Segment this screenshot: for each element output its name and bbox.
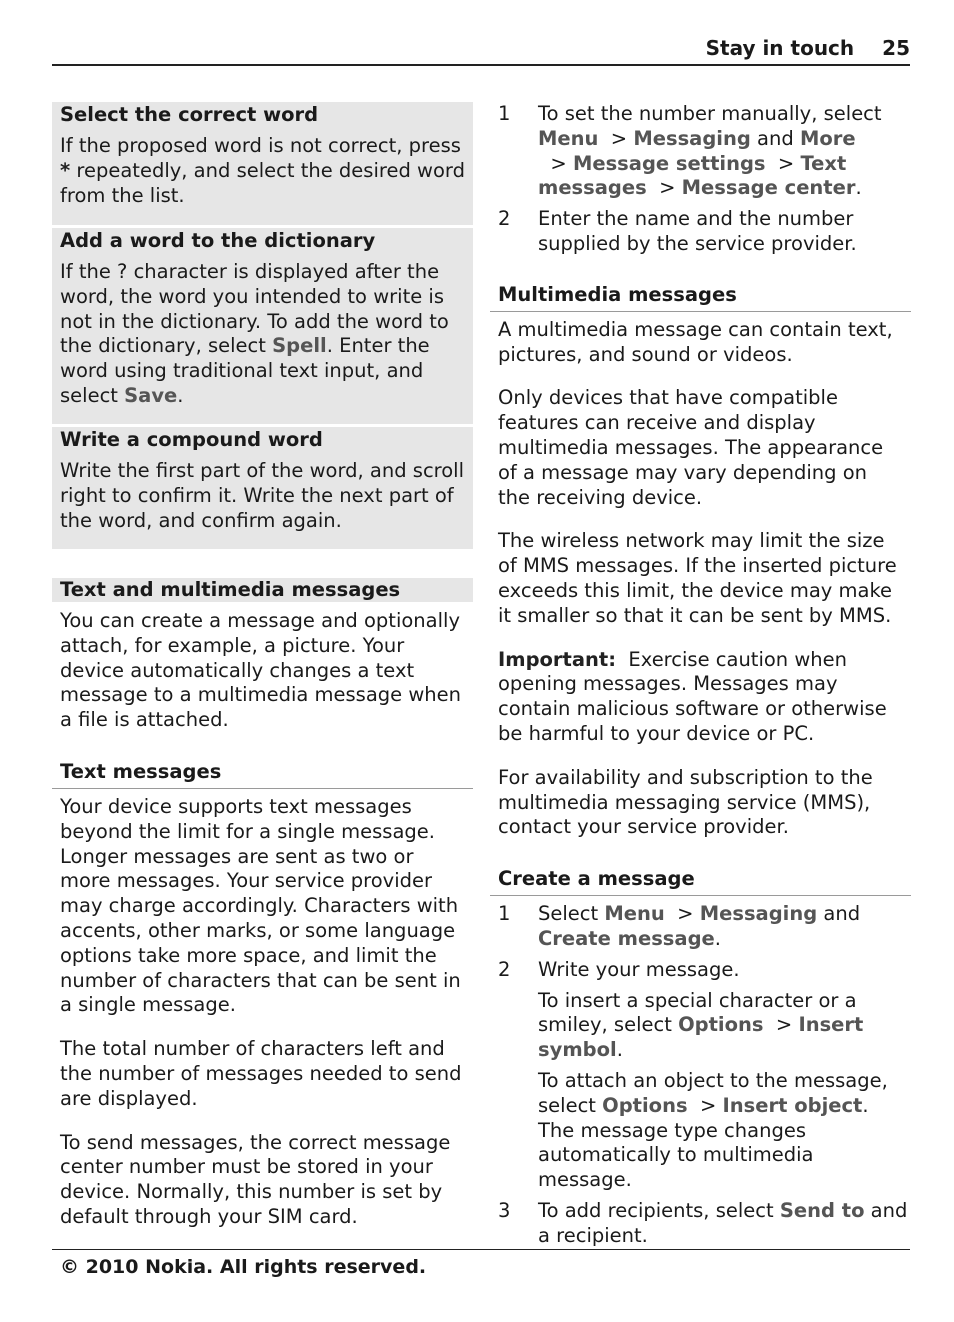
text-messages-option: Text messages — [538, 151, 847, 200]
send-to-option: Send to — [779, 1198, 865, 1222]
tip-compound-word — [52, 427, 473, 549]
insert-symbol-option: Insert symbol — [538, 1013, 864, 1062]
messaging-option: Messaging — [633, 126, 751, 150]
tip-title: Add a word to the dictionary — [60, 229, 376, 252]
list-item: 3 To add recipients, select Send to and a recipient. — [498, 1198, 908, 1247]
right-column — [490, 102, 911, 1248]
spell-option: Spell — [272, 334, 327, 358]
tip-text: If the ? character is displayed after the word, the word you intended to write is not in the dictionary. To add the word to the dictionary, select Spell. Enter the word using traditional text input, and select Save. — [60, 260, 449, 407]
header-section-title: Stay in touch — [705, 36, 855, 60]
page-header — [52, 34, 910, 66]
message-center-option: Message center — [681, 176, 856, 200]
tip-add-word-dictionary — [52, 228, 473, 424]
list-item: 2 Write your message. To insert a special character or a smiley, select Options > Insert symbol. To attach an object to the message, select Options > Insert object. The message type changes automatically to multimedia message. — [490, 958, 911, 1193]
tip-text: Write the first part of the word, and scroll right to confirm it. Write the next part of the word, and confirm again. — [60, 459, 465, 532]
paragraph: For availability and subscription to the multimedia messaging service (MMS), contact your service provider. — [498, 765, 873, 839]
sub-paragraph: To attach an object to the message, select Options > Insert object. The message type changes automatically to multimedia message. — [538, 1068, 888, 1192]
paragraph: The wireless network may limit the size of MMS messages. If the inserted picture exceeds this limit, the device may make it smaller so that it can be sent by MMS. — [498, 529, 897, 627]
list-item: 1 Select Menu > Messaging and Create message. — [498, 902, 861, 950]
save-option: Save — [124, 383, 178, 407]
copyright: © 2010 Nokia. All rights reserved. — [60, 1256, 427, 1278]
paragraph: Your device supports text messages beyond the limit for a single message. Longer messages are sent as two or more messages. Your service provider may charge accordingly. Characters with accents, other marks, or some language options take more space, and limit the number of characters that can be sent in a single message. — [60, 794, 461, 1017]
page-number: 25 — [882, 36, 910, 60]
list-item: 2 Enter the name and the number supplied by the service provider. — [498, 207, 857, 255]
more-option: More — [799, 126, 856, 150]
tip-title: Select the correct word — [60, 103, 319, 126]
menu-option: Menu — [604, 902, 665, 926]
insert-object-option: Insert object — [722, 1093, 863, 1117]
section-intro: You can create a message and optionally attach, for example, a picture. Your device automatically changes a text message to a multimedia message when a file is attached. — [60, 609, 462, 732]
tip-select-correct-word — [52, 102, 473, 225]
subsection-title: Multimedia messages — [490, 283, 911, 312]
paragraph: Only devices that have compatible features can receive and display multimedia messages. The appearance of a message may vary depending on the receiving device. — [498, 386, 884, 509]
menu-option: Menu — [538, 126, 599, 150]
options-option: Options — [678, 1013, 764, 1037]
important-note: Important: Exercise caution when opening messages. Messages may contain malicious software or otherwise be harmful to your device or PC. — [498, 647, 893, 745]
message-settings-option: Message settings — [572, 151, 766, 175]
important-label: Important: — [498, 647, 617, 671]
paragraph: A multimedia message can contain text, pictures, and sound or videos. — [498, 317, 893, 366]
subsection-title: Create a message — [490, 867, 911, 896]
section-title: Text and multimedia messages — [52, 578, 473, 602]
paragraph: The total number of characters left and the number of messages needed to send are displayed. — [60, 1037, 462, 1110]
create-message-option: Create message — [538, 926, 715, 950]
page-footer — [52, 1249, 910, 1280]
tip-text: If the proposed word is not correct, press * repeatedly, and select the desired word from the list. — [60, 134, 465, 207]
paragraph: To send messages, the correct message center number must be stored in your device. Normally, this number is set by default through your SIM card. — [60, 1130, 451, 1228]
subsection-title: Text messages — [52, 760, 473, 789]
options-option: Options — [602, 1093, 688, 1117]
tip-title: Write a compound word — [60, 428, 323, 451]
sub-paragraph: To insert a special character or a smiley, select Options > Insert symbol. — [538, 988, 864, 1062]
left-column — [52, 102, 473, 1230]
list-item: 1 To set the number manually, select Menu > Messaging and More > Message settings > Text messages > Message center. — [498, 102, 882, 200]
messaging-option: Messaging — [699, 902, 818, 926]
